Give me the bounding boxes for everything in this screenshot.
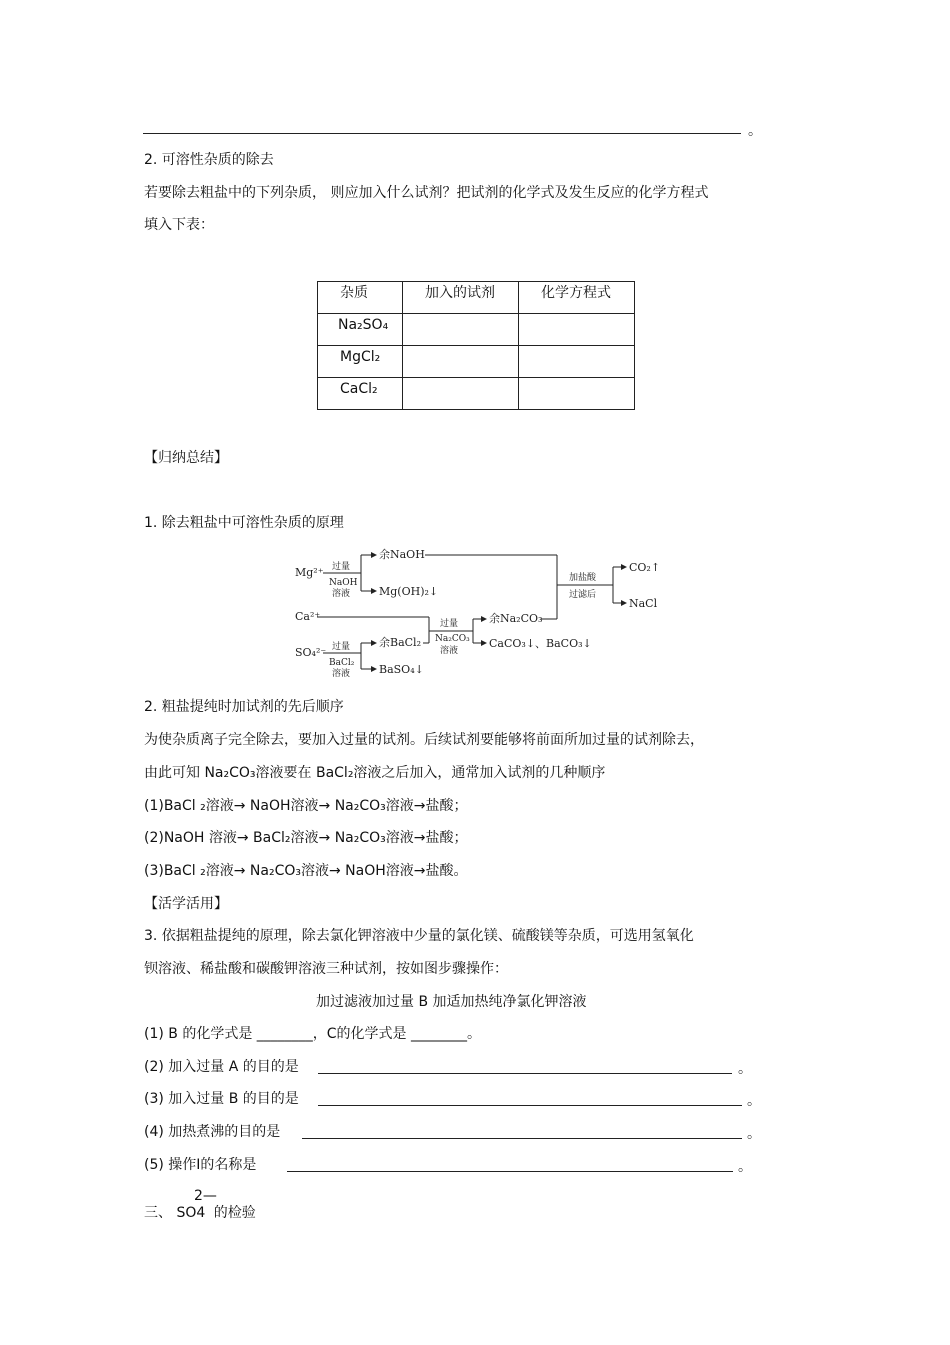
list-item: (1)BaCl ₂溶液→ NaOH溶液→ Na₂CO₃溶液→盐酸； [144, 798, 468, 814]
table-header: 化学方程式 [519, 282, 635, 314]
answer-line [318, 1105, 742, 1106]
answer-line [302, 1138, 742, 1139]
period: 。 [748, 123, 762, 139]
period: 。 [747, 1126, 761, 1142]
period: 。 [738, 1159, 752, 1175]
table-header: 杂质 [318, 282, 403, 314]
table-header: 加入的试剂 [403, 282, 519, 314]
product-label: CO₂↑ [629, 561, 661, 574]
paragraph: 若要除去粗盐中的下列杂质， 则应加入什么试剂？把试剂的化学式及发生反应的化学方程式 [144, 185, 709, 201]
question-item: (2) 加入过量 A 的目的是 [144, 1059, 299, 1075]
precipitate-label: BaSO₄↓ [379, 663, 424, 676]
question-text: 钡溶液、稀盐酸和碳酸钾溶液三种试剂，按如图步骤操作： [144, 961, 508, 977]
condition-label: 过滤后 [569, 590, 597, 600]
paragraph: 填入下表： [144, 217, 214, 233]
table-cell [403, 346, 519, 378]
table-cell [403, 314, 519, 346]
table-cell [519, 314, 635, 346]
paragraph: 为使杂质离子完全除去，要加入过量的试剂。后续试剂要能够将前面所加过量的试剂除去， [144, 732, 704, 748]
subscript: 4 [196, 1205, 206, 1221]
paragraph: 由此可知 Na₂CO₃溶液要在 BaCl₂溶液之后加入，通常加入试剂的几种顺序 [144, 765, 606, 781]
table-row [318, 314, 635, 346]
precipitate-label: Mg(OH)₂↓ [379, 585, 439, 598]
section-heading: 2. 可溶性杂质的除去 [144, 152, 274, 168]
table-cell: CaCl₂ [318, 378, 403, 410]
reagent-label: NaOH [329, 578, 358, 588]
condition-label: 溶液 [332, 669, 351, 679]
condition-label: 溶液 [440, 646, 459, 656]
section-heading: 2. 粗盐提纯时加试剂的先后顺序 [144, 699, 344, 715]
question-item: (3) 加入过量 B 的目的是 [144, 1091, 299, 1107]
reagent-label: BaCl₂ [329, 658, 355, 668]
question-item: (5) 操作Ⅰ的名称是 [144, 1157, 257, 1173]
condition-label: 溶液 [332, 589, 351, 599]
product-label: 余NaOH [379, 548, 425, 561]
period: 。 [738, 1061, 752, 1077]
table-cell [519, 346, 635, 378]
apply-heading: 【活学活用】 [144, 896, 228, 912]
condition-label: 过量 [332, 642, 351, 652]
section-heading: 1. 除去粗盐中可溶性杂质的原理 [144, 515, 344, 531]
so4-ion-label: SO₄²⁻ [295, 646, 327, 659]
product-label: 余Na₂CO₃ [489, 612, 543, 625]
answer-line [287, 1171, 733, 1172]
table-cell: MgCl₂ [318, 346, 403, 378]
condition-label: 过量 [332, 562, 351, 572]
table-header-row [318, 282, 635, 314]
section-three-heading [144, 1204, 256, 1222]
question-item: (4) 加热煮沸的目的是 [144, 1124, 281, 1140]
period: 。 [747, 1093, 761, 1109]
heading-text: 的检验 [213, 1205, 256, 1221]
precipitate-label: CaCO₃↓、BaCO₃↓ [489, 637, 592, 650]
impurity-table [317, 281, 635, 410]
condition-label: 过量 [440, 619, 459, 629]
purification-diagram [295, 545, 670, 685]
table-row [318, 346, 635, 378]
summary-heading: 【归纳总结】 [144, 450, 228, 466]
table-cell [519, 378, 635, 410]
answer-line [318, 1073, 732, 1074]
question-item: (1) B 的化学式是 ________，C的化学式是 ________。 [144, 1026, 482, 1042]
superscript: 2— [194, 1188, 217, 1204]
table-cell: Na₂SO₄ [318, 314, 403, 346]
list-item: (2)NaOH 溶液→ BaCl₂溶液→ Na₂CO₃溶液→盐酸； [144, 830, 468, 846]
list-item: (3)BaCl ₂溶液→ Na₂CO₃溶液→ NaOH溶液→盐酸。 [144, 863, 468, 879]
reagent-label: Na₂CO₃ [435, 634, 470, 644]
condition-label: 加盐酸 [569, 573, 597, 583]
heading-text: 三、 SO [144, 1205, 197, 1221]
mg-ion-label: Mg²⁺ [295, 566, 324, 579]
table-cell [403, 378, 519, 410]
ca-ion-label: Ca²⁺ [295, 610, 321, 623]
answer-line [143, 133, 741, 134]
question-text: 3. 依据粗盐提纯的原理，除去氯化钾溶液中少量的氯化镁、硫酸镁等杂质，可选用氢氧化 [144, 928, 694, 944]
product-label: 余BaCl₂ [379, 636, 421, 649]
product-label: NaCl [629, 597, 658, 610]
table-row [318, 378, 635, 410]
flow-text: 加过滤液加过量 B 加适加热纯净氯化钾溶液 [316, 994, 587, 1010]
